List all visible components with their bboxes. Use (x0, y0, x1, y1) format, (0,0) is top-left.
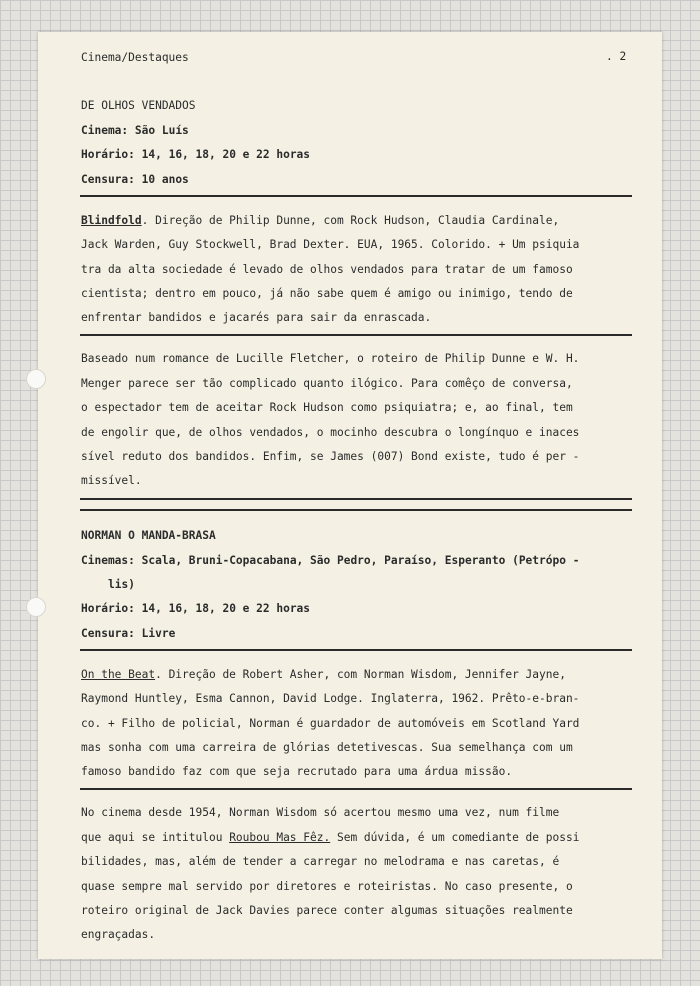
film2-schedule (81, 602, 310, 616)
schedule-value: 14, 16, 18, 20 e 22 horas (141, 602, 311, 615)
divider (80, 509, 632, 511)
film2-title: NORMAN O MANDA-BRASA (81, 529, 216, 542)
film2-synopsis-line: Raymond Huntley, Esma Cannon, David Lodge. Inglaterra, 1962. Prêto-e-bran- (81, 692, 580, 705)
divider (80, 649, 632, 651)
film2-rating (81, 627, 175, 641)
film2-review-line: engraçadas. (81, 928, 156, 941)
punch-hole (26, 369, 46, 389)
schedule-label: Horário: (81, 148, 135, 161)
film1-review-line: o espectador tem de aceitar Rock Hudson como psiquiatra; e, ao final, tem (81, 401, 573, 414)
film1-review-line: Menger parece ser tão complicado quanto ilógico. Para comêço de conversa, (81, 377, 573, 390)
rating-value: Livre (141, 627, 176, 640)
film1-synopsis-line: cientista; dentro em pouco, já não sabe quem é amigo ou inimigo, tendo de (81, 287, 573, 300)
rating-label: Censura: (81, 627, 135, 640)
film1-review-line: de engolir que, de olhos vendados, o mocinho descubra o longínquo e inaces (81, 426, 580, 439)
rating-label: Censura: (81, 173, 135, 186)
film1-review-line: Baseado num romance de Lucille Fletcher, o roteiro de Philip Dunne e W. H. (81, 352, 580, 365)
film1-title: DE OLHOS VENDADOS (81, 99, 196, 112)
film2-cinema (81, 554, 579, 568)
divider (80, 195, 632, 197)
punch-hole (26, 597, 46, 617)
film2-review-line: quase sempre mal servido por diretores e roteiristas. No caso presente, o (81, 880, 573, 893)
section-header: Cinema/Destaques (81, 51, 189, 64)
film2-review-line: bilidades, mas, além de tender a carregar no melodrama e nas caretas, é (81, 855, 560, 868)
film-title-reference: Roubou Mas Fêz. (229, 831, 331, 844)
film1-synopsis-line: Blindfold. Direção de Philip Dunne, com Rock Hudson, Claudia Cardinale, (81, 214, 560, 227)
cinema-label: Cinema: (81, 124, 129, 137)
cinema-value: Scala, Bruni-Copacabana, São Pedro, Paraíso, Esperanto (Petrópo - (141, 554, 580, 567)
divider (80, 498, 632, 500)
film1-synopsis-line: enfrentar bandidos e jacarés para sair da enrascada. (81, 311, 432, 324)
film1-original-title: Blindfold (81, 214, 142, 227)
film2-review-line: roteiro original de Jack Davies parece conter algumas situações realmente (81, 904, 573, 917)
divider (80, 788, 632, 790)
film1-rating (81, 173, 189, 187)
film2-original-title: On the Beat (81, 668, 156, 681)
film2-review-line: que aqui se intitulou Roubou Mas Fêz. Sem dúvida, é um comediante de possi (81, 831, 580, 844)
film2-review-line: No cinema desde 1954, Norman Wisdom só acertou mesmo uma vez, num filme (81, 806, 560, 819)
page-number: . 2 (606, 50, 627, 63)
divider (80, 334, 632, 336)
film2-synopsis-line: On the Beat. Direção de Robert Asher, com Norman Wisdom, Jennifer Jayne, (81, 668, 566, 681)
film2-synopsis-line: famoso bandido faz com que seja recrutado para uma árdua missão. (81, 765, 513, 778)
cinema-label: Cinemas: (81, 554, 135, 567)
film1-cinema (81, 124, 189, 138)
rating-value: 10 anos (141, 173, 189, 186)
film1-schedule (81, 148, 310, 162)
film1-synopsis-line: Jack Warden, Guy Stockwell, Brad Dexter. EUA, 1965. Colorido. + Um psiquia (81, 238, 580, 251)
film2-synopsis-line: mas sonha com uma carreira de glórias detetivescas. Sua semelhança com um (81, 741, 573, 754)
film1-synopsis-line: tra da alta sociedade é levado de olhos vendados para tratar de um famoso (81, 263, 573, 276)
film2-cinema-continued: lis) (108, 578, 135, 591)
film1-review-line: sível reduto dos bandidos. Enfim, se James (007) Bond existe, tudo é per - (81, 450, 580, 463)
cinema-value: São Luís (134, 124, 189, 137)
film2-synopsis-line: co. + Filho de policial, Norman é guardador de automóveis em Scotland Yard (81, 717, 580, 730)
schedule-label: Horário: (81, 602, 135, 615)
schedule-value: 14, 16, 18, 20 e 22 horas (141, 148, 311, 161)
film1-review-line: missível. (81, 474, 142, 487)
